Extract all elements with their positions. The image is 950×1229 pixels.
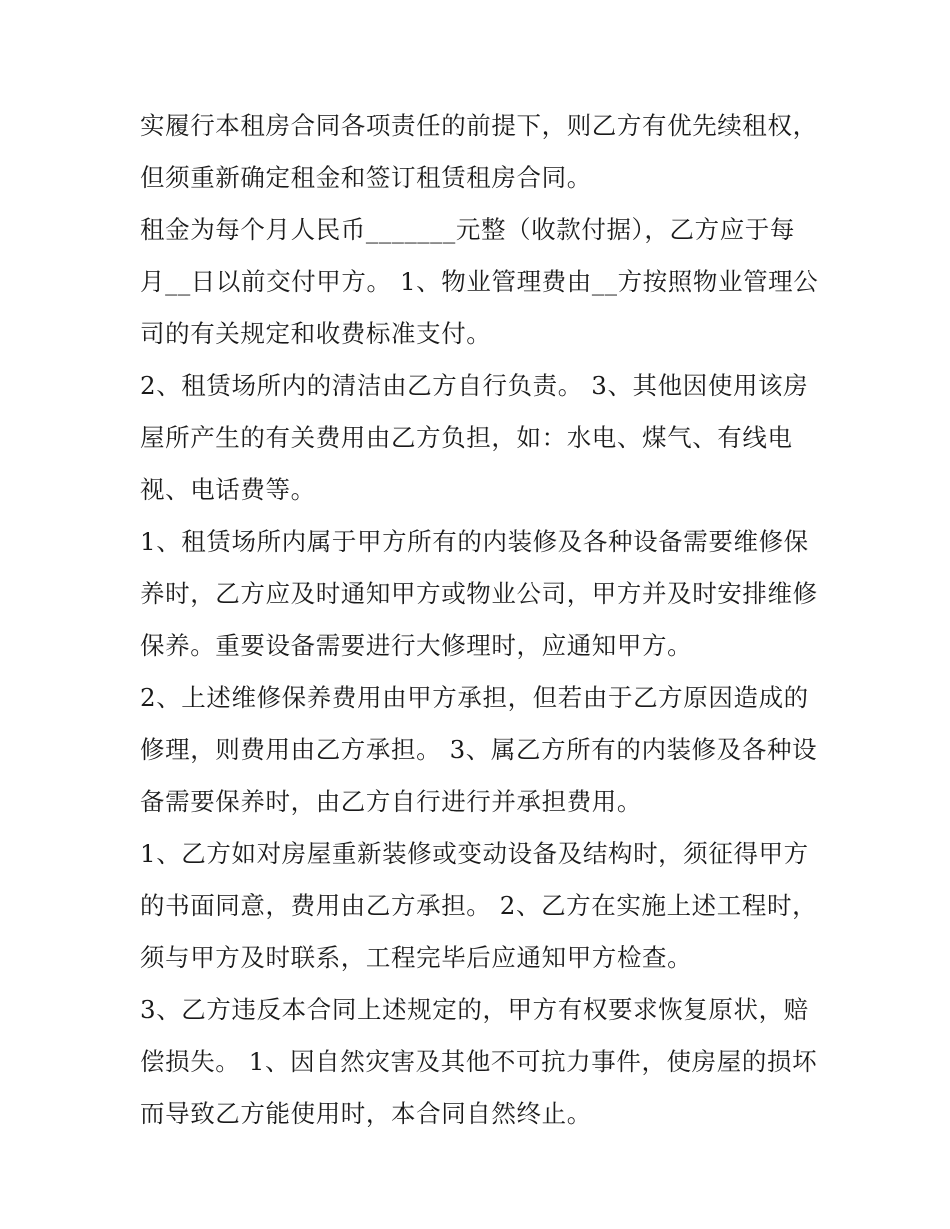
- text-line: 修理，则费用由乙方承担。 3、属乙方所有的内装修及各种设: [140, 735, 818, 764]
- text-line: 租金为每个月人民币_______元整（收款付据），乙方应于每: [140, 215, 795, 244]
- paragraph-cleaning-fees: [140, 360, 830, 516]
- text-line: 的书面同意，费用由乙方承担。 2、乙方在实施上述工程时，: [140, 891, 818, 920]
- paragraph-renovation: [140, 828, 830, 984]
- text-line: 1、乙方如对房屋重新装修或变动设备及结构时，须征得甲方: [140, 839, 809, 868]
- text-line: 月__日以前交付甲方。 1、物业管理费由__方按照物业管理公: [140, 267, 819, 296]
- text-line: 偿损失。 1、因自然灾害及其他不可抗力事件，使房屋的损坏: [140, 1047, 818, 1076]
- text-line: 2、租赁场所内的清洁由乙方自行负责。 3、其他因使用该房: [140, 371, 809, 400]
- paragraph-renewal: [140, 100, 830, 204]
- text-line: 2、上述维修保养费用由甲方承担，但若由于乙方原因造成的: [140, 683, 809, 712]
- text-line: 司的有关规定和收费标准支付。: [140, 319, 492, 348]
- text-line: 3、乙方违反本合同上述规定的，甲方有权要求恢复原状，赔: [140, 995, 809, 1024]
- document-body: [140, 100, 830, 1140]
- paragraph-maintenance-costs: [140, 672, 830, 828]
- paragraph-breach-termination: [140, 984, 830, 1140]
- text-line: 但须重新确定租金和签订租赁租房合同。: [140, 163, 592, 192]
- text-line: 屋所产生的有关费用由乙方负担，如：水电、煤气、有线电: [140, 423, 793, 452]
- paragraph-maintenance: [140, 516, 830, 672]
- text-line: 而导致乙方能使用时，本合同自然终止。: [140, 1099, 592, 1128]
- text-line: 保养。重要设备需要进行大修理时，应通知甲方。: [140, 631, 693, 660]
- paragraph-rent: [140, 204, 830, 360]
- text-line: 备需要保养时，由乙方自行进行并承担费用。: [140, 787, 642, 816]
- text-line: 实履行本租房合同各项责任的前提下，则乙方有优先续租权，: [140, 111, 818, 140]
- text-line: 视、电话费等。: [140, 475, 316, 504]
- text-line: 须与甲方及时联系，工程完毕后应通知甲方检查。: [140, 943, 693, 972]
- text-line: 养时，乙方应及时通知甲方或物业公司，甲方并及时安排维修: [140, 579, 818, 608]
- text-line: 1、租赁场所内属于甲方所有的内装修及各种设备需要维修保: [140, 527, 809, 556]
